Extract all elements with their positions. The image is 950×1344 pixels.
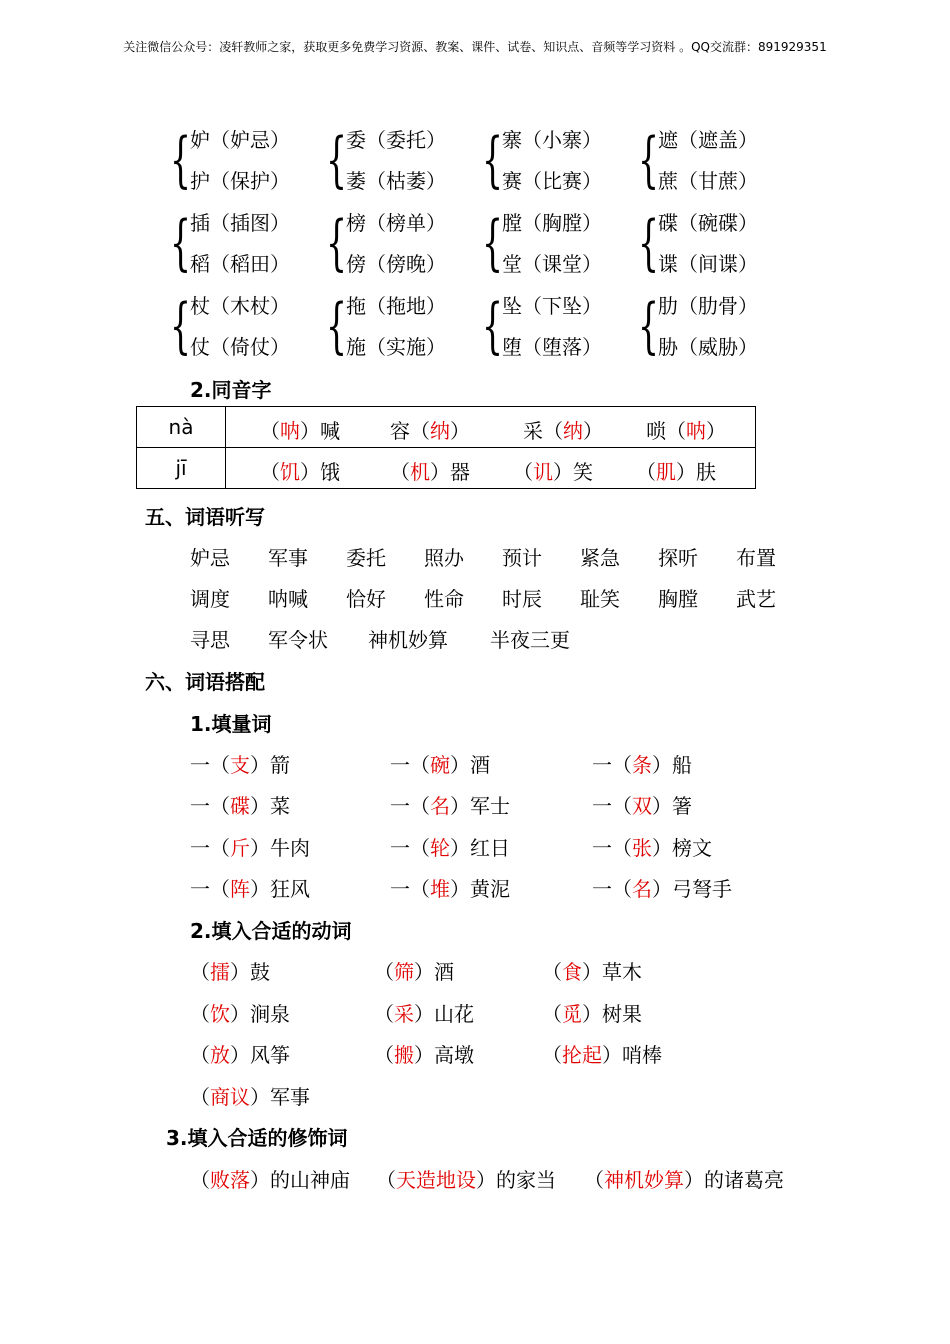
group-brace: { — [326, 125, 348, 195]
char-pair-top: 拖（拖地） — [346, 294, 446, 318]
char-pair-bottom: 蔗（甘蔗） — [658, 169, 758, 193]
word: 调度 — [190, 587, 230, 611]
char-pair-bottom: 赛（比赛） — [502, 169, 602, 193]
fill-item: 一（名）弓弩手 — [592, 877, 732, 901]
group-brace: { — [170, 125, 192, 195]
group-brace: { — [482, 291, 504, 361]
pinyin-cell: nà — [137, 407, 226, 448]
answer-cell — [226, 448, 756, 489]
fill-item: （放）风筝 — [190, 1043, 290, 1067]
word: 性命 — [424, 587, 464, 611]
word: 恰好 — [346, 587, 386, 611]
word: 时辰 — [502, 587, 542, 611]
word: 委托 — [346, 546, 386, 570]
dictation-title: 五、词语听写 — [145, 505, 265, 529]
matching-title: 六、词语搭配 — [145, 670, 265, 694]
char-pair-top: 妒（妒忌） — [190, 128, 290, 152]
char-pair-bottom: 萎（枯萎） — [346, 169, 446, 193]
group-brace: { — [170, 291, 192, 361]
fill-item: （抡起）哨棒 — [542, 1043, 662, 1067]
table-row — [137, 407, 756, 448]
homophone-item: （肌）肤 — [636, 460, 716, 484]
fill-item: 一（名）军士 — [390, 794, 510, 818]
fill-item: 一（碟）菜 — [190, 794, 290, 818]
word: 寻思 — [190, 628, 230, 652]
pinyin-cell: jī — [137, 448, 226, 489]
fill-item: 一（碗）酒 — [390, 753, 490, 777]
homophone-item: 容（纳） — [390, 419, 470, 443]
fill-item: 一（轮）红日 — [390, 836, 510, 860]
fill-item: 一（堆）黄泥 — [390, 877, 510, 901]
homophones-title: 2.同音字 — [190, 378, 272, 402]
fill-item: （擂）鼓 — [190, 960, 270, 984]
char-pair-bottom: 谍（间谍） — [658, 252, 758, 276]
fill-item: （觅）树果 — [542, 1002, 642, 1026]
word: 照办 — [424, 546, 464, 570]
word: 武艺 — [736, 587, 776, 611]
char-pair-top: 插（插图） — [190, 211, 290, 235]
word: 半夜三更 — [490, 628, 570, 652]
homophone-item: （机）器 — [390, 460, 470, 484]
group-brace: { — [482, 125, 504, 195]
char-pair-top: 碟（碗碟） — [658, 211, 758, 235]
char-pair-top: 膛（胸膛） — [502, 211, 602, 235]
verbs-title: 2.填入合适的动词 — [190, 919, 352, 943]
fill-item: 一（支）箭 — [190, 753, 290, 777]
char-pair-bottom: 稻（稻田） — [190, 252, 290, 276]
fill-item: （饮）涧泉 — [190, 1002, 290, 1026]
char-pair-top: 杖（木杖） — [190, 294, 290, 318]
group-brace: { — [638, 208, 660, 278]
fill-item: 一（阵）狂风 — [190, 877, 310, 901]
char-pair-top: 坠（下坠） — [502, 294, 602, 318]
fill-item: 一（斤）牛肉 — [190, 836, 310, 860]
fill-item: 一（条）船 — [592, 753, 692, 777]
homophone-item: （呐）喊 — [260, 419, 340, 443]
fill-item: （商议）军事 — [190, 1085, 310, 1109]
char-pair-bottom: 护（保护） — [190, 169, 290, 193]
char-pair-top: 遮（遮盖） — [658, 128, 758, 152]
char-pair-top: 委（委托） — [346, 128, 446, 152]
char-pair-bottom: 施（实施） — [346, 335, 446, 359]
word: 紧急 — [580, 546, 620, 570]
modifiers-title: 3.填入合适的修饰词 — [166, 1126, 348, 1150]
word: 军事 — [268, 546, 308, 570]
word: 军令状 — [268, 628, 328, 652]
char-pair-bottom: 傍（傍晚） — [346, 252, 446, 276]
homophone-item: 唢（呐） — [646, 419, 726, 443]
group-brace: { — [170, 208, 192, 278]
word: 耻笑 — [580, 587, 620, 611]
header-note: 关注微信公众号：凌轩教师之家，获取更多免费学习资源、教案、课件、试卷、知识点、音频等学习资料 。QQ交流群：891929351 — [123, 40, 827, 54]
group-brace: { — [482, 208, 504, 278]
char-pair-bottom: 堂（课堂） — [502, 252, 602, 276]
word: 呐喊 — [268, 587, 308, 611]
char-pair-bottom: 胁（威胁） — [658, 335, 758, 359]
homophones-table — [136, 406, 756, 489]
fill-item: （采）山花 — [374, 1002, 474, 1026]
fill-item: （筛）酒 — [374, 960, 454, 984]
char-pair-top: 肋（肋骨） — [658, 294, 758, 318]
char-pair-bottom: 堕（堕落） — [502, 335, 602, 359]
char-pair-bottom: 仗（倚仗） — [190, 335, 290, 359]
char-pair-top: 榜（榜单） — [346, 211, 446, 235]
word: 胸膛 — [658, 587, 698, 611]
fill-item: 一（双）箸 — [592, 794, 692, 818]
fill-item: （天造地设）的家当 — [376, 1168, 556, 1192]
fill-item: （败落）的山神庙 — [190, 1168, 350, 1192]
group-brace: { — [326, 208, 348, 278]
homophone-item: （讥）笑 — [513, 460, 593, 484]
word: 布置 — [736, 546, 776, 570]
word: 预计 — [502, 546, 542, 570]
fill-item: 一（张）榜文 — [592, 836, 712, 860]
group-brace: { — [638, 291, 660, 361]
group-brace: { — [638, 125, 660, 195]
word: 探听 — [658, 546, 698, 570]
answer-cell — [226, 407, 756, 448]
word: 神机妙算 — [368, 628, 448, 652]
fill-item: （食）草木 — [542, 960, 642, 984]
group-brace: { — [326, 291, 348, 361]
homophone-item: 采（纳） — [523, 419, 603, 443]
char-pair-top: 寨（小寨） — [502, 128, 602, 152]
table-row — [137, 448, 756, 489]
fill-item: （神机妙算）的诸葛亮 — [584, 1168, 784, 1192]
measure-words-title: 1.填量词 — [190, 712, 272, 736]
homophone-item: （饥）饿 — [260, 460, 340, 484]
fill-item: （搬）高墩 — [374, 1043, 474, 1067]
word: 妒忌 — [190, 546, 230, 570]
